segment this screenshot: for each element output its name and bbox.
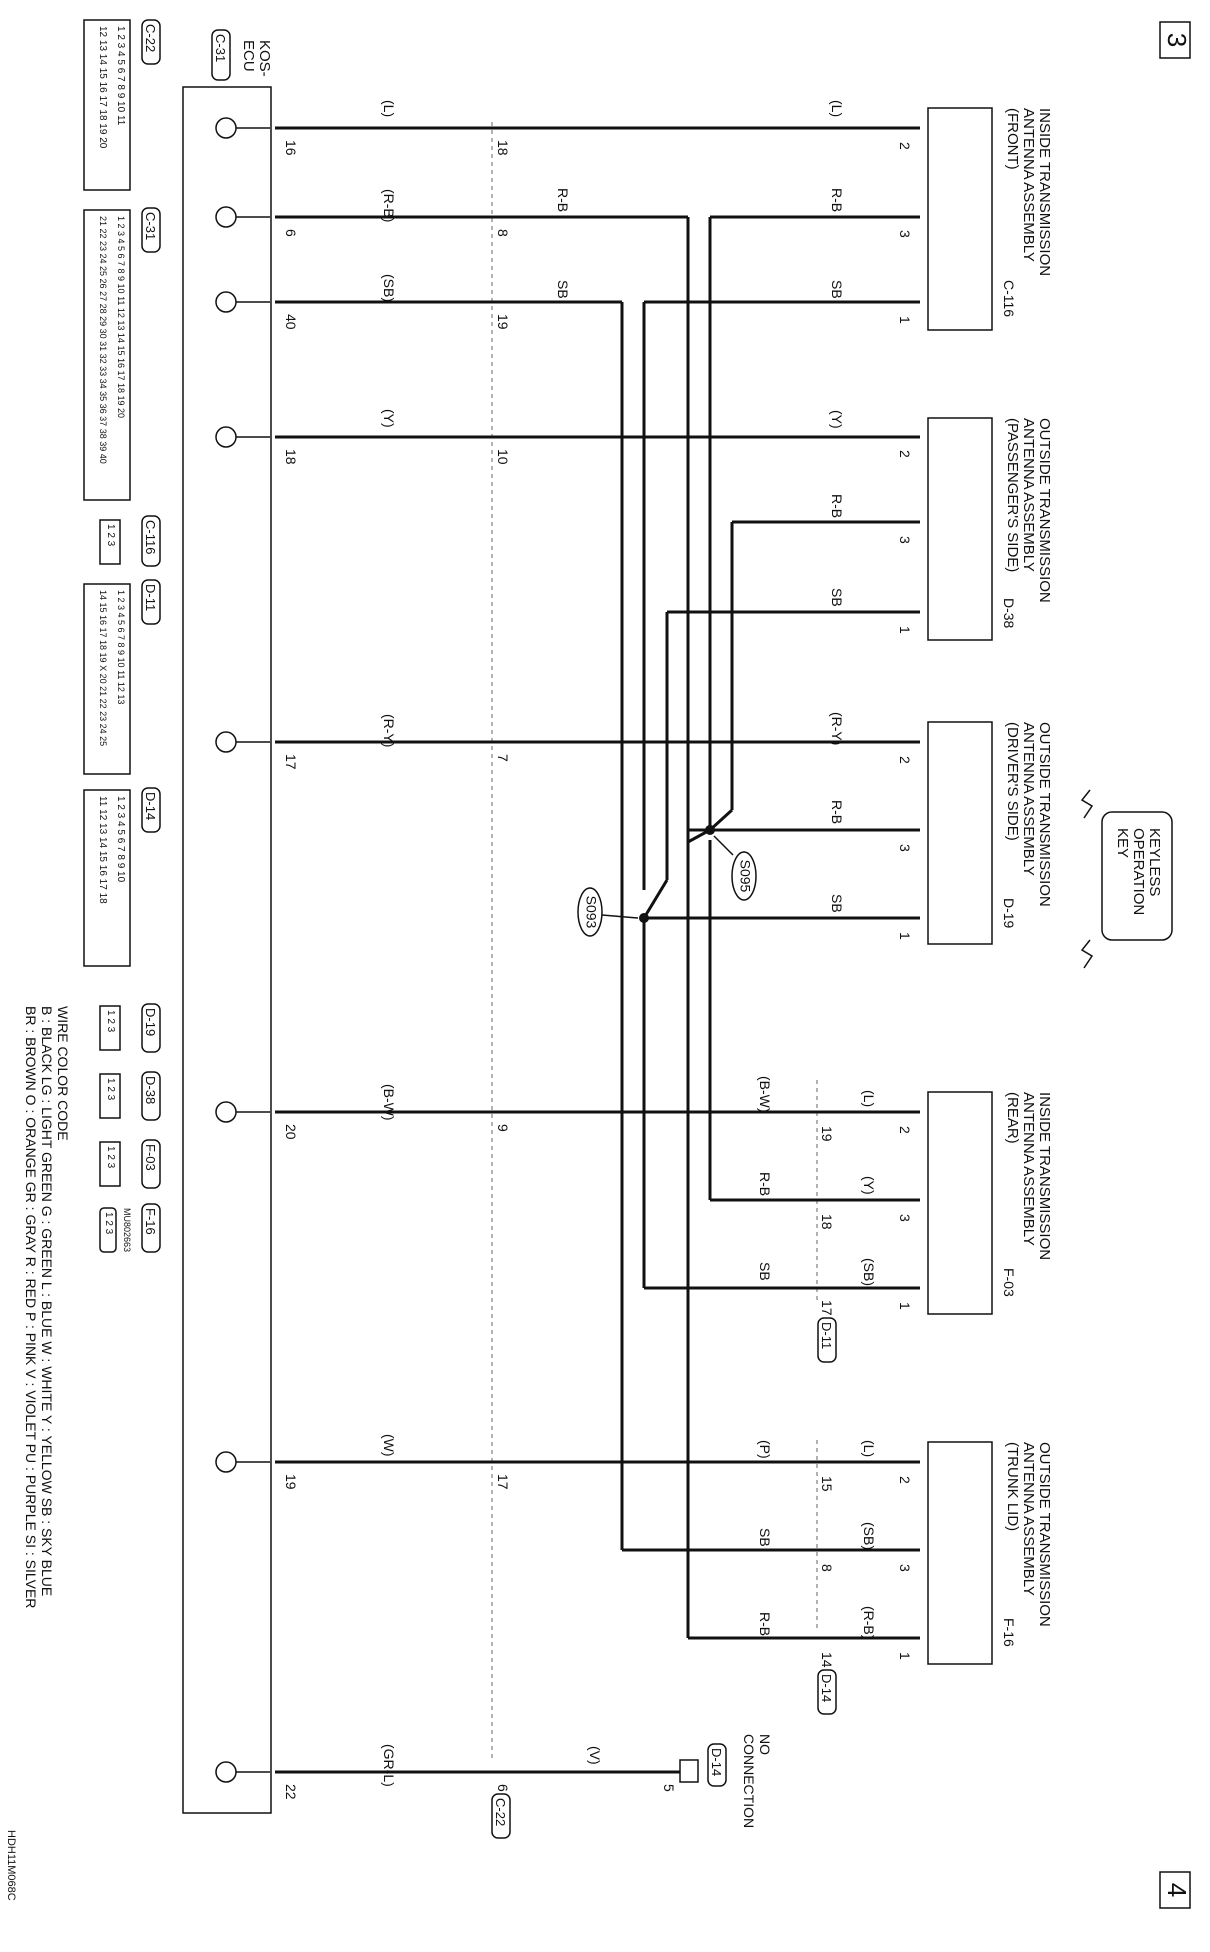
connector-face-f03 — [100, 1140, 160, 1188]
antenna-driver-pin-b: 3 — [897, 844, 913, 852]
antenna-rear-pin-b: 3 — [897, 1214, 913, 1222]
antenna-trunk-pin-a: 2 — [897, 1476, 913, 1484]
antenna-trunk-wire-c: R-B — [757, 1612, 773, 1637]
splice-s093-leader — [602, 915, 638, 918]
connector-d19-label: D-19 — [143, 1008, 158, 1037]
ecu-wire-label: (L) — [381, 100, 397, 118]
connector-face-c116 — [100, 516, 160, 566]
antenna-passenger-pin-b: 3 — [897, 536, 913, 544]
antenna-rear-wire-b: R-B — [757, 1172, 773, 1197]
ecu-pin-label: 17 — [283, 754, 299, 770]
antenna-front-pin-c: 1 — [897, 316, 913, 324]
antenna-passenger-pin-c: 1 — [897, 626, 913, 634]
connector-face-d38 — [100, 1072, 160, 1120]
antenna-driver-connector: D-19 — [1001, 898, 1017, 929]
connector-d11-row-2: 14 15 16 17 18 19 X 20 21 22 23 24 25 — [98, 590, 108, 747]
connector-c116-pins: 1 2 3 — [105, 524, 116, 547]
no-connection-pin: 5 — [661, 1784, 677, 1792]
splice-s095-dot — [705, 825, 715, 835]
splice-s093-dot — [639, 913, 649, 923]
antenna-rear — [757, 1076, 1053, 1362]
connector-f03-label: F-03 — [143, 1144, 158, 1171]
inline-pin-label: 7 — [495, 754, 511, 762]
antenna-trunk-wire-b: SB — [757, 1528, 773, 1547]
c22-inline-label: C-22 — [493, 1798, 508, 1827]
antenna-trunk-mid-pin-a: 15 — [819, 1476, 835, 1492]
connector-face-c22 — [84, 20, 160, 190]
antenna-trunk-box — [928, 1442, 992, 1664]
antenna-passenger — [829, 410, 1053, 640]
splice-s093-label: S093 — [583, 895, 600, 929]
connector-d14-label: D-14 — [143, 792, 158, 821]
antenna-front-wire-b: R-B — [829, 188, 845, 213]
ecu-wire-label: (Y) — [381, 409, 397, 428]
antenna-driver-wire-a: (R-Y) — [829, 712, 845, 746]
keyless-key-label-3: KEY — [1114, 828, 1131, 859]
ecu-pin-label: 22 — [283, 1784, 299, 1800]
antenna-trunk-pin-c: 1 — [897, 1652, 913, 1660]
connector-c22-row-2: 12 13 14 15 16 17 18 19 20 — [97, 26, 108, 149]
antenna-front — [829, 100, 1053, 330]
antenna-rear-mid-pin-c: 17 — [819, 1300, 835, 1316]
ecu-wire-label: (R-Y) — [381, 714, 397, 748]
ecu-box — [183, 87, 271, 1813]
ecu-connector-label: C-31 — [213, 34, 228, 63]
connector-d38-label: D-38 — [143, 1076, 158, 1105]
antenna-driver-name-1: OUTSIDE TRANSMISSION — [1036, 722, 1053, 907]
inline-pin-label: 18 — [495, 140, 511, 156]
antenna-driver — [829, 712, 1053, 944]
connector-c116-label: C-116 — [143, 520, 158, 555]
antenna-rear-mid-pin-a: 19 — [819, 1126, 835, 1142]
antenna-trunk-mid-label-b: (SB) — [861, 1522, 877, 1550]
connector-face-d14 — [84, 788, 160, 966]
ecu-wire-label: (SB) — [381, 274, 397, 302]
connector-d11-label: D-11 — [143, 584, 158, 612]
connector-c22-label: C-22 — [143, 24, 158, 53]
connector-f16-part-number: MU802663 — [122, 1208, 132, 1253]
wire-color-code-title: WIRE COLOR CODE — [55, 1006, 71, 1141]
antenna-trunk-connector: F-16 — [1001, 1618, 1017, 1647]
ecu-wire-label: (GR-L) — [381, 1744, 397, 1787]
harness-wire-label-2: SB — [555, 280, 571, 299]
inline-pin-label: 17 — [495, 1474, 511, 1490]
ecu-pin-label: 18 — [283, 449, 299, 465]
antenna-rear-name-1: INSIDE TRANSMISSION — [1036, 1092, 1053, 1261]
connector-c31-row-1: 1 2 3 4 5 6 7 8 9 10 11 12 13 14 15 16 17 18 19 20 — [116, 216, 126, 419]
connector-d11-row-1: 1 2 3 4 5 6 7 8 9 10 11 12 13 — [116, 590, 126, 705]
ecu-pin-label: 16 — [283, 140, 299, 156]
connector-d14-row-2: 11 12 13 14 15 16 17 18 — [97, 796, 108, 904]
antenna-rear-pin-a: 2 — [897, 1126, 913, 1134]
antenna-driver-name-2: ANTENNA ASSEMBLY — [1020, 722, 1037, 876]
antenna-front-pin-b: 3 — [897, 230, 913, 238]
antenna-driver-pin-c: 1 — [897, 932, 913, 940]
harness-wire-label-1: R-B — [555, 188, 571, 213]
antenna-trunk-mid-label-a: (L) — [861, 1440, 877, 1458]
page-number-bottom: 4 — [1162, 1882, 1193, 1898]
connector-d14-row-1: 1 2 3 4 5 6 7 8 9 10 — [115, 796, 126, 883]
connector-d38-pins: 1 2 3 — [105, 1078, 116, 1101]
wire-color-code-line-2: BR : BROWN O : ORANGE GR : GRAY R : RED P : PINK V : VIOLET PU : PURPLE SI : SILVER — [23, 1006, 39, 1609]
connector-face-d11 — [84, 580, 160, 774]
antenna-rear-mid-label-b: (Y) — [861, 1176, 877, 1195]
antenna-passenger-wire-b: R-B — [829, 494, 845, 519]
antenna-trunk-mid-pin-b: 8 — [819, 1564, 835, 1572]
antenna-driver-name-3: (DRIVER'S SIDE) — [1004, 722, 1021, 841]
radio-wave-icon-bottom — [1082, 940, 1092, 968]
antenna-passenger-wire-c: SB — [829, 588, 845, 607]
splice-s095-leader — [714, 836, 733, 855]
antenna-trunk-wire-a: (P) — [757, 1440, 773, 1459]
antenna-front-wire-c: SB — [829, 280, 845, 299]
antenna-front-box — [928, 108, 992, 330]
antenna-passenger-name-2: ANTENNA ASSEMBLY — [1020, 418, 1037, 572]
antenna-trunk-name-3: (TRUNK LID) — [1004, 1442, 1021, 1532]
antenna-passenger-wire-a: (Y) — [829, 410, 845, 429]
antenna-rear-mid-connector: D-11 — [819, 1322, 834, 1350]
connector-f16-label: F-16 — [143, 1208, 158, 1235]
ecu-name-line-1: KOS- — [256, 40, 273, 77]
connector-d19-pins: 1 2 3 — [105, 1010, 116, 1033]
ecu-pin-label: 6 — [283, 229, 299, 237]
antenna-trunk-name-1: OUTSIDE TRANSMISSION — [1036, 1442, 1053, 1627]
antenna-trunk-mid-pin-c: 14 — [819, 1652, 835, 1668]
antenna-rear-mid-label-c: (SB) — [861, 1258, 877, 1286]
antenna-driver-box — [928, 722, 992, 944]
connector-f16-pins: 1 2 3 — [103, 1212, 114, 1235]
page-number-top: 3 — [1162, 32, 1193, 48]
keyless-key-label-2: OPERATION — [1130, 828, 1147, 916]
ecu-wire-label: (B-W) — [381, 1084, 397, 1121]
ecu-wire-label: (R-B) — [381, 189, 397, 223]
antenna-trunk-name-2: ANTENNA ASSEMBLY — [1020, 1442, 1037, 1596]
sb-harness-passenger-link — [644, 880, 667, 918]
connector-face-d19 — [100, 1004, 160, 1052]
antenna-passenger-name-3: (PASSENGER'S SIDE) — [1004, 418, 1021, 573]
antenna-rear-wire-c: SB — [757, 1262, 773, 1281]
antenna-rear-name-2: ANTENNA ASSEMBLY — [1020, 1092, 1037, 1246]
inline-pin-label: 19 — [495, 314, 511, 330]
antenna-passenger-name-1: OUTSIDE TRANSMISSION — [1036, 418, 1053, 603]
antenna-rear-box — [928, 1092, 992, 1314]
connector-f03-pins: 1 2 3 — [105, 1146, 116, 1169]
antenna-rear-mid-pin-b: 18 — [819, 1214, 835, 1230]
antenna-passenger-connector: D-38 — [1001, 598, 1017, 629]
figure-code: HDH11M068C — [5, 1830, 17, 1901]
no-connection-line-1: NO — [757, 1734, 773, 1755]
radio-wave-icon-top — [1082, 790, 1092, 818]
antenna-front-name-1: INSIDE TRANSMISSION — [1036, 108, 1053, 277]
antenna-trunk-mid-label-c: (R-B) — [861, 1606, 877, 1640]
connector-face-f16 — [100, 1204, 160, 1252]
connector-face-c31 — [84, 208, 160, 500]
keyless-key-label-1: KEYLESS — [1146, 828, 1163, 897]
ecu-pin-label: 20 — [283, 1124, 299, 1140]
antenna-rear-connector: F-03 — [1001, 1268, 1017, 1297]
antenna-passenger-box — [928, 418, 992, 640]
ecu-wire-label: (W) — [381, 1434, 397, 1457]
antenna-rear-name-3: (REAR) — [1004, 1092, 1021, 1144]
antenna-trunk — [757, 1440, 1053, 1714]
antenna-front-name-2: ANTENNA ASSEMBLY — [1020, 108, 1037, 262]
ecu-name-line-2: ECU — [240, 40, 257, 72]
antenna-front-name-3: (FRONT) — [1004, 108, 1021, 170]
antenna-rear-mid-label-a: (L) — [861, 1090, 877, 1108]
connector-c22-row-1: 1 2 3 4 5 6 7 8 9 10 11 — [115, 26, 126, 126]
no-connection-connector: D-14 — [709, 1748, 724, 1777]
ecu-pin-label: 19 — [283, 1474, 299, 1490]
antenna-front-pin-a: 2 — [897, 142, 913, 150]
no-connection-terminal — [680, 1760, 698, 1782]
inline-pin-label: 6 — [495, 1784, 511, 1792]
wire-color-code-line-1: B : BLACK LG : LIGHT GREEN G : GREEN L : BLUE W : WHITE Y : YELLOW SB : SKY BLUE — [39, 1006, 55, 1597]
antenna-driver-wire-b: R-B — [829, 800, 845, 825]
antenna-front-connector: C-116 — [1001, 280, 1017, 318]
antenna-driver-wire-c: SB — [829, 894, 845, 913]
connector-c31-label: C-31 — [143, 212, 158, 241]
antenna-rear-pin-c: 1 — [897, 1302, 913, 1310]
antenna-front-wire-a: (L) — [829, 100, 845, 118]
inline-pin-label: 10 — [495, 449, 511, 465]
antenna-trunk-pin-b: 3 — [897, 1564, 913, 1572]
no-connection-wire: (V) — [587, 1746, 603, 1765]
inline-pin-label: 9 — [495, 1124, 511, 1132]
antenna-trunk-mid-connector: D-14 — [819, 1674, 834, 1703]
inline-pin-label: 8 — [495, 229, 511, 237]
antenna-rear-wire-a: (B-W) — [757, 1076, 773, 1113]
splice-s095-label: S095 — [737, 859, 754, 893]
no-connection-line-2: CONNECTION — [741, 1734, 757, 1829]
antenna-passenger-pin-a: 2 — [897, 450, 913, 458]
connector-c31-row-2: 21 22 23 24 25 26 27 28 29 30 31 32 33 34 35 36 37 38 39 40 — [98, 216, 108, 464]
ecu-pin-label: 40 — [283, 314, 299, 330]
antenna-driver-pin-a: 2 — [897, 756, 913, 764]
